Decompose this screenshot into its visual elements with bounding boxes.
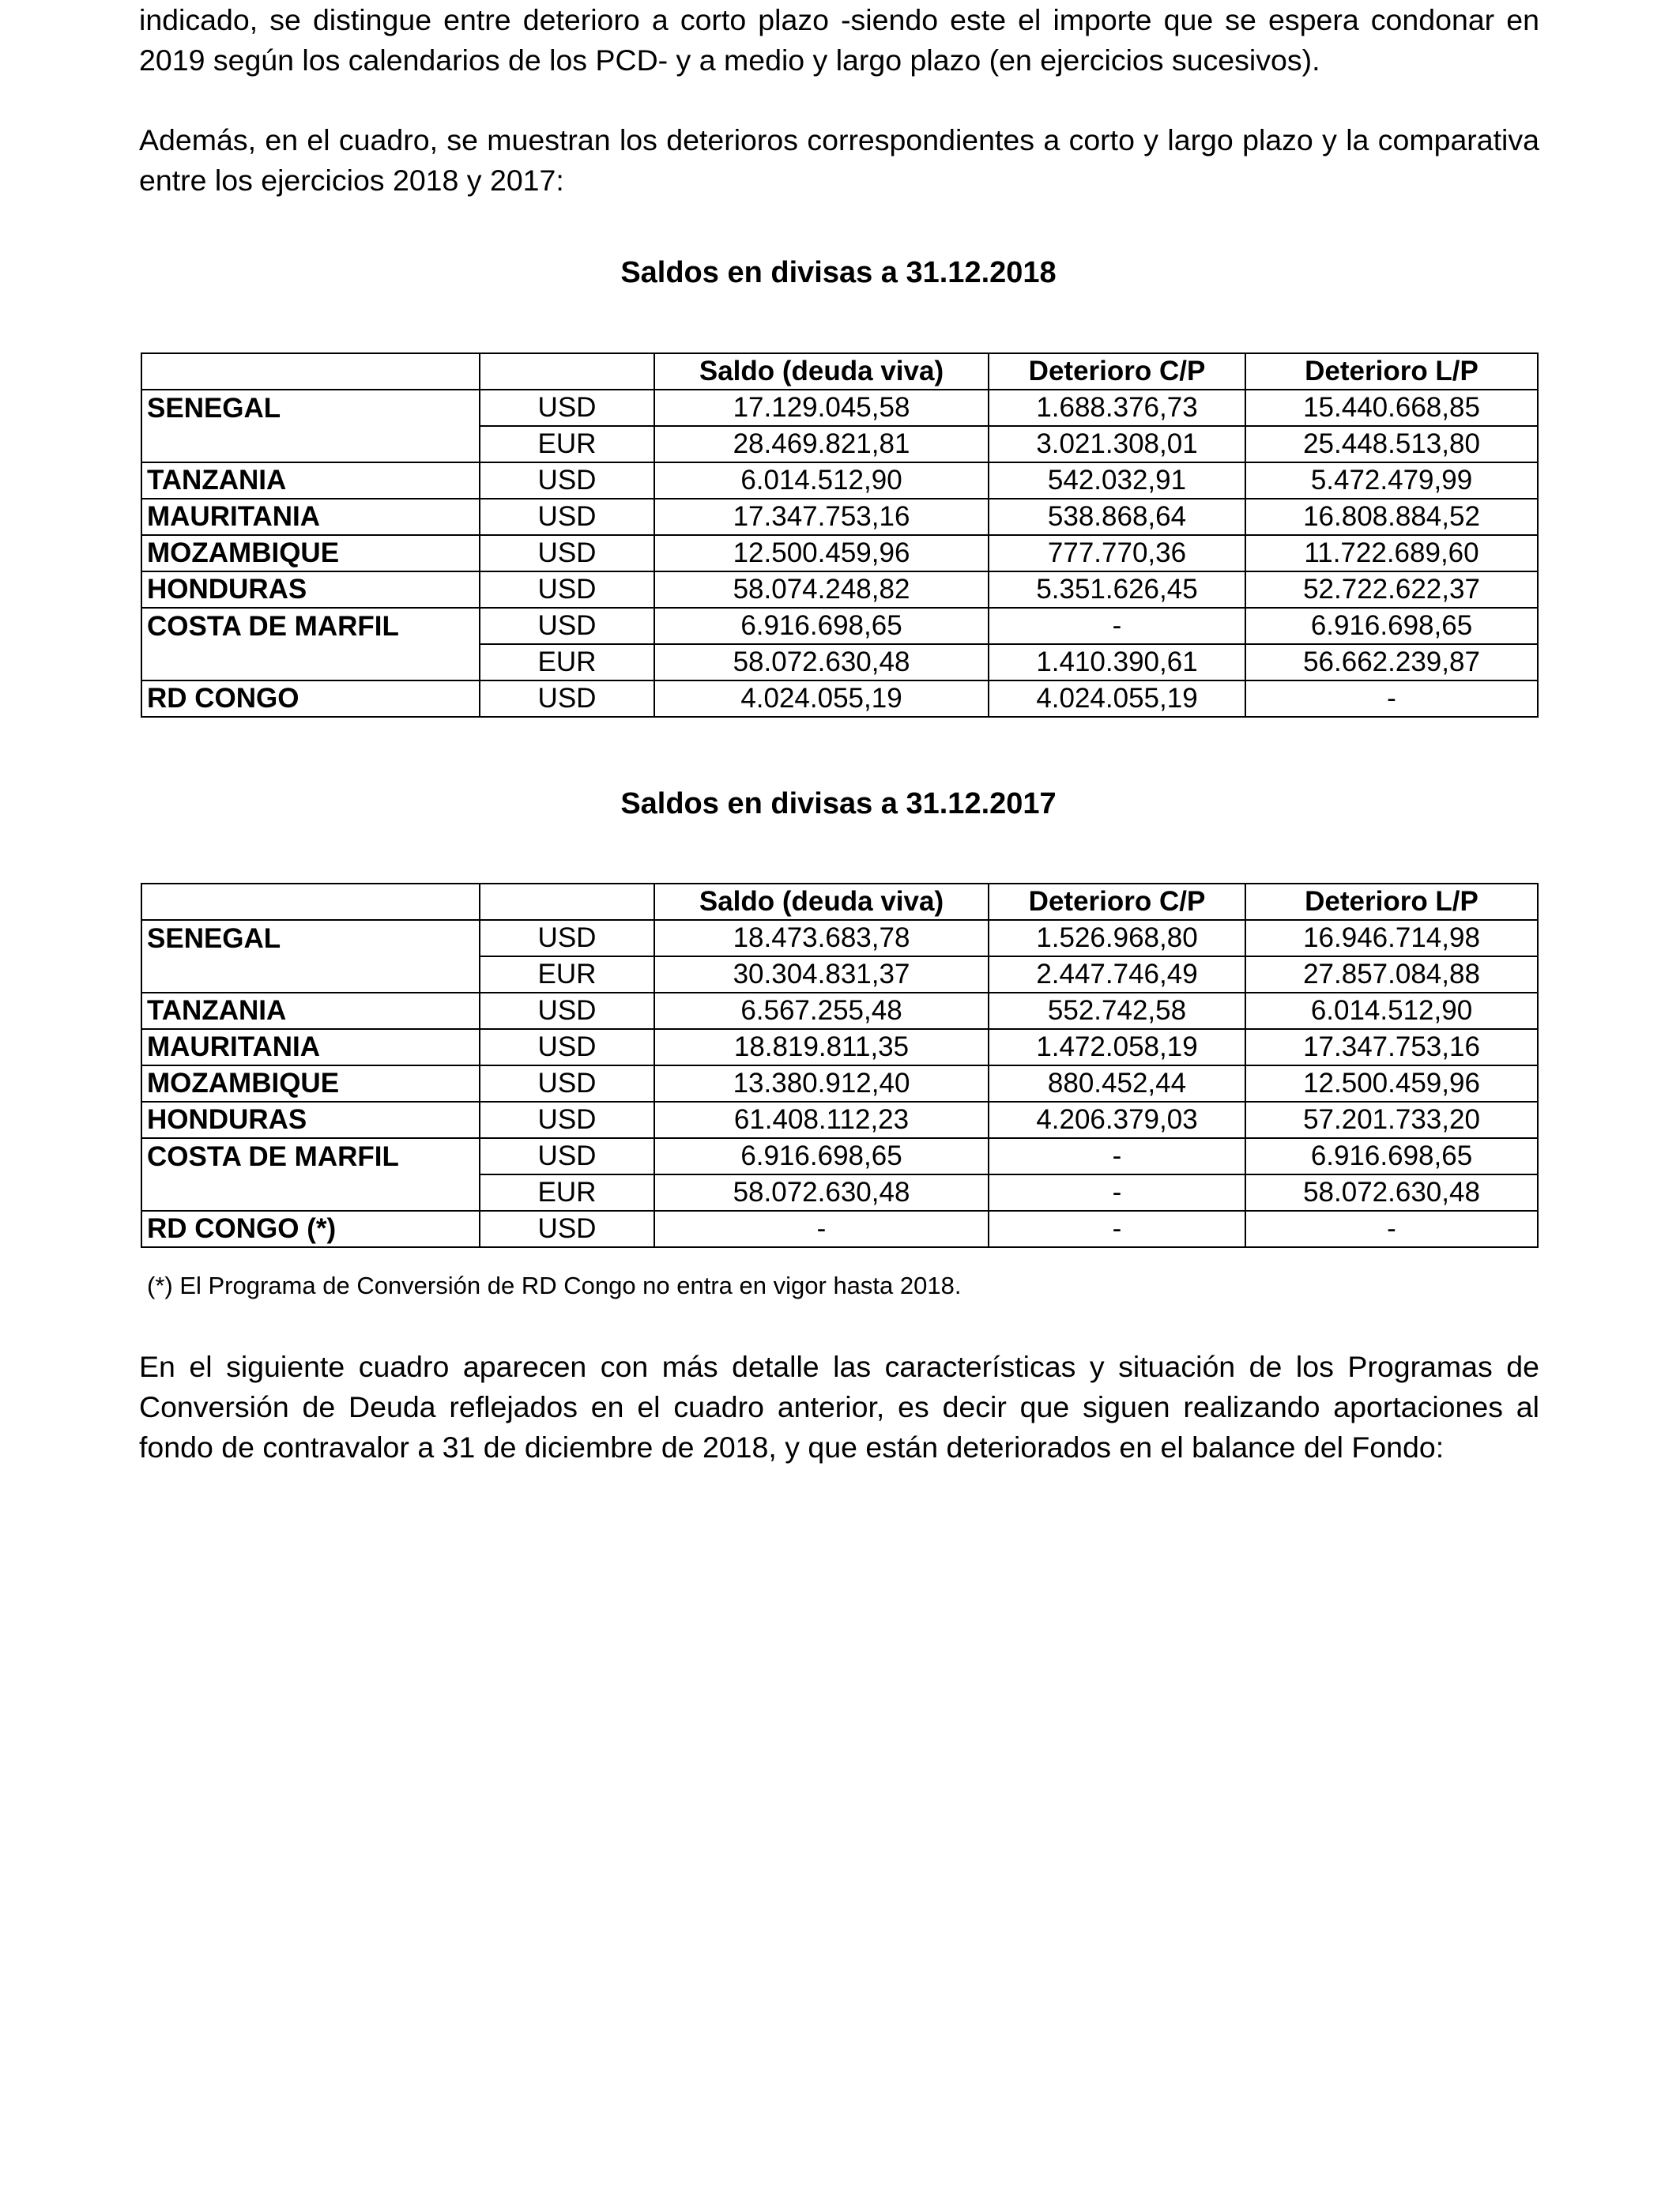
intro-paragraph-1: indicado, se distingue entre deterioro a corto plazo -siendo este el importe que se espera condonar en 2019 según los calendarios de los PCD- y a medio y largo plazo (en ejercicios sucesivos).: [139, 3, 1539, 77]
currency-cell: USD: [480, 1065, 654, 1102]
saldo-cell: 61.408.112,23: [654, 1102, 989, 1138]
deterioro-cp-cell: 538.868,64: [989, 499, 1245, 535]
currency-cell: USD: [480, 535, 654, 571]
table-row: [141, 1138, 1538, 1174]
header-empty-country: [141, 353, 480, 390]
currency-cell: USD: [480, 390, 654, 426]
country-cell: [141, 956, 480, 993]
deterioro-cp-cell: 1.688.376,73: [989, 390, 1245, 426]
country-cell: RD CONGO: [141, 680, 480, 717]
table-row: [141, 680, 1538, 717]
table-row: [141, 1102, 1538, 1138]
table-2018-title: Saldos en divisas a 31.12.2018: [620, 256, 1057, 289]
deterioro-cp-cell: 777.770,36: [989, 535, 1245, 571]
currency-cell: USD: [480, 608, 654, 644]
deterioro-cp-cell: -: [989, 1211, 1245, 1247]
currency-cell: USD: [480, 1211, 654, 1247]
saldo-cell: 28.469.821,81: [654, 426, 989, 462]
deterioro-cp-cell: 5.351.626,45: [989, 571, 1245, 608]
currency-cell: USD: [480, 920, 654, 956]
currency-cell: USD: [480, 571, 654, 608]
deterioro-cp-cell: 542.032,91: [989, 462, 1245, 499]
table-row: [141, 1211, 1538, 1247]
header-deterioro-lp: Deterioro L/P: [1245, 353, 1538, 390]
table-row: [141, 1029, 1538, 1065]
deterioro-lp-cell: 58.072.630,48: [1245, 1174, 1538, 1211]
saldo-cell: 6.916.698,65: [654, 1138, 989, 1174]
table-row: [141, 993, 1538, 1029]
closing-paragraph: En el siguiente cuadro aparecen con más detalle las características y situación de los Programas de Conversión de Deuda reflejados en el cuadro anterior, es decir que siguen realizando aportaciones al fondo de contravalor a 31 de diciembre de 2018, y que están deteriorados en el balance del Fondo:: [139, 1350, 1539, 1464]
currency-cell: EUR: [480, 426, 654, 462]
country-cell: MOZAMBIQUE: [141, 535, 480, 571]
currency-cell: EUR: [480, 956, 654, 993]
deterioro-lp-cell: 11.722.689,60: [1245, 535, 1538, 571]
deterioro-cp-cell: 880.452,44: [989, 1065, 1245, 1102]
deterioro-lp-cell: 25.448.513,80: [1245, 426, 1538, 462]
country-cell: HONDURAS: [141, 1102, 480, 1138]
country-cell: MOZAMBIQUE: [141, 1065, 480, 1102]
deterioro-lp-cell: 6.916.698,65: [1245, 1138, 1538, 1174]
table-row: [141, 1065, 1538, 1102]
country-cell: HONDURAS: [141, 571, 480, 608]
table-row: [141, 535, 1538, 571]
saldo-cell: 58.072.630,48: [654, 1174, 989, 1211]
saldo-cell: 18.473.683,78: [654, 920, 989, 956]
saldo-cell: 6.567.255,48: [654, 993, 989, 1029]
table-2018: [141, 352, 1539, 718]
deterioro-lp-cell: 27.857.084,88: [1245, 956, 1538, 993]
currency-cell: USD: [480, 1102, 654, 1138]
country-cell: [141, 644, 480, 680]
header-deterioro-lp: Deterioro L/P: [1245, 884, 1538, 920]
table-row: [141, 426, 1538, 462]
deterioro-lp-cell: 17.347.753,16: [1245, 1029, 1538, 1065]
table-header-row: [141, 884, 1538, 920]
country-cell: MAURITANIA: [141, 1029, 480, 1065]
table-row: [141, 390, 1538, 426]
saldo-cell: 58.074.248,82: [654, 571, 989, 608]
saldo-cell: -: [654, 1211, 989, 1247]
saldo-cell: 6.916.698,65: [654, 608, 989, 644]
country-cell: [141, 1174, 480, 1211]
currency-cell: EUR: [480, 644, 654, 680]
header-empty-currency: [480, 884, 654, 920]
saldo-cell: 58.072.630,48: [654, 644, 989, 680]
intro-paragraph-2: Además, en el cuadro, se muestran los deterioros correspondientes a corto y largo plazo y la comparativa entre los ejercicios 2018 y 2017:: [139, 123, 1539, 197]
deterioro-lp-cell: 52.722.622,37: [1245, 571, 1538, 608]
header-empty-currency: [480, 353, 654, 390]
deterioro-cp-cell: 1.526.968,80: [989, 920, 1245, 956]
currency-cell: USD: [480, 1138, 654, 1174]
country-cell: MAURITANIA: [141, 499, 480, 535]
header-deterioro-cp: Deterioro C/P: [989, 353, 1245, 390]
saldo-cell: 18.819.811,35: [654, 1029, 989, 1065]
saldo-cell: 6.014.512,90: [654, 462, 989, 499]
header-saldo: Saldo (deuda viva): [654, 884, 989, 920]
deterioro-cp-cell: 552.742,58: [989, 993, 1245, 1029]
deterioro-cp-cell: 1.410.390,61: [989, 644, 1245, 680]
header-deterioro-cp: Deterioro C/P: [989, 884, 1245, 920]
deterioro-lp-cell: 6.916.698,65: [1245, 608, 1538, 644]
saldo-cell: 4.024.055,19: [654, 680, 989, 717]
deterioro-lp-cell: 56.662.239,87: [1245, 644, 1538, 680]
table-row: [141, 608, 1538, 644]
table-row: [141, 462, 1538, 499]
footnote: (*) El Programa de Conversión de RD Congo no entra en vigor hasta 2018.: [147, 1272, 962, 1299]
country-cell: COSTA DE MARFIL: [141, 608, 480, 644]
deterioro-cp-cell: 1.472.058,19: [989, 1029, 1245, 1065]
saldo-cell: 30.304.831,37: [654, 956, 989, 993]
table-2017: [141, 883, 1539, 1248]
currency-cell: USD: [480, 680, 654, 717]
country-cell: [141, 426, 480, 462]
header-empty-country: [141, 884, 480, 920]
currency-cell: USD: [480, 499, 654, 535]
currency-cell: USD: [480, 462, 654, 499]
deterioro-lp-cell: 12.500.459,96: [1245, 1065, 1538, 1102]
table-header-row: [141, 353, 1538, 390]
deterioro-lp-cell: 15.440.668,85: [1245, 390, 1538, 426]
deterioro-cp-cell: 3.021.308,01: [989, 426, 1245, 462]
deterioro-cp-cell: 2.447.746,49: [989, 956, 1245, 993]
deterioro-cp-cell: -: [989, 1174, 1245, 1211]
table-row: [141, 499, 1538, 535]
country-cell: SENEGAL: [141, 390, 480, 426]
deterioro-cp-cell: 4.024.055,19: [989, 680, 1245, 717]
saldo-cell: 17.129.045,58: [654, 390, 989, 426]
deterioro-cp-cell: 4.206.379,03: [989, 1102, 1245, 1138]
currency-cell: USD: [480, 1029, 654, 1065]
country-cell: RD CONGO (*): [141, 1211, 480, 1247]
saldo-cell: 13.380.912,40: [654, 1065, 989, 1102]
deterioro-cp-cell: -: [989, 1138, 1245, 1174]
table-row: [141, 571, 1538, 608]
table-row: [141, 1174, 1538, 1211]
deterioro-lp-cell: 16.946.714,98: [1245, 920, 1538, 956]
header-saldo: Saldo (deuda viva): [654, 353, 989, 390]
saldo-cell: 12.500.459,96: [654, 535, 989, 571]
saldo-cell: 17.347.753,16: [654, 499, 989, 535]
table-row: [141, 644, 1538, 680]
deterioro-lp-cell: -: [1245, 1211, 1538, 1247]
deterioro-lp-cell: -: [1245, 680, 1538, 717]
table-row: [141, 920, 1538, 956]
deterioro-lp-cell: 16.808.884,52: [1245, 499, 1538, 535]
country-cell: TANZANIA: [141, 462, 480, 499]
deterioro-lp-cell: 6.014.512,90: [1245, 993, 1538, 1029]
country-cell: COSTA DE MARFIL: [141, 1138, 480, 1174]
table-row: [141, 956, 1538, 993]
deterioro-cp-cell: -: [989, 608, 1245, 644]
country-cell: TANZANIA: [141, 993, 480, 1029]
table-2017-title: Saldos en divisas a 31.12.2017: [620, 787, 1057, 820]
currency-cell: USD: [480, 993, 654, 1029]
deterioro-lp-cell: 5.472.479,99: [1245, 462, 1538, 499]
currency-cell: EUR: [480, 1174, 654, 1211]
country-cell: SENEGAL: [141, 920, 480, 956]
deterioro-lp-cell: 57.201.733,20: [1245, 1102, 1538, 1138]
